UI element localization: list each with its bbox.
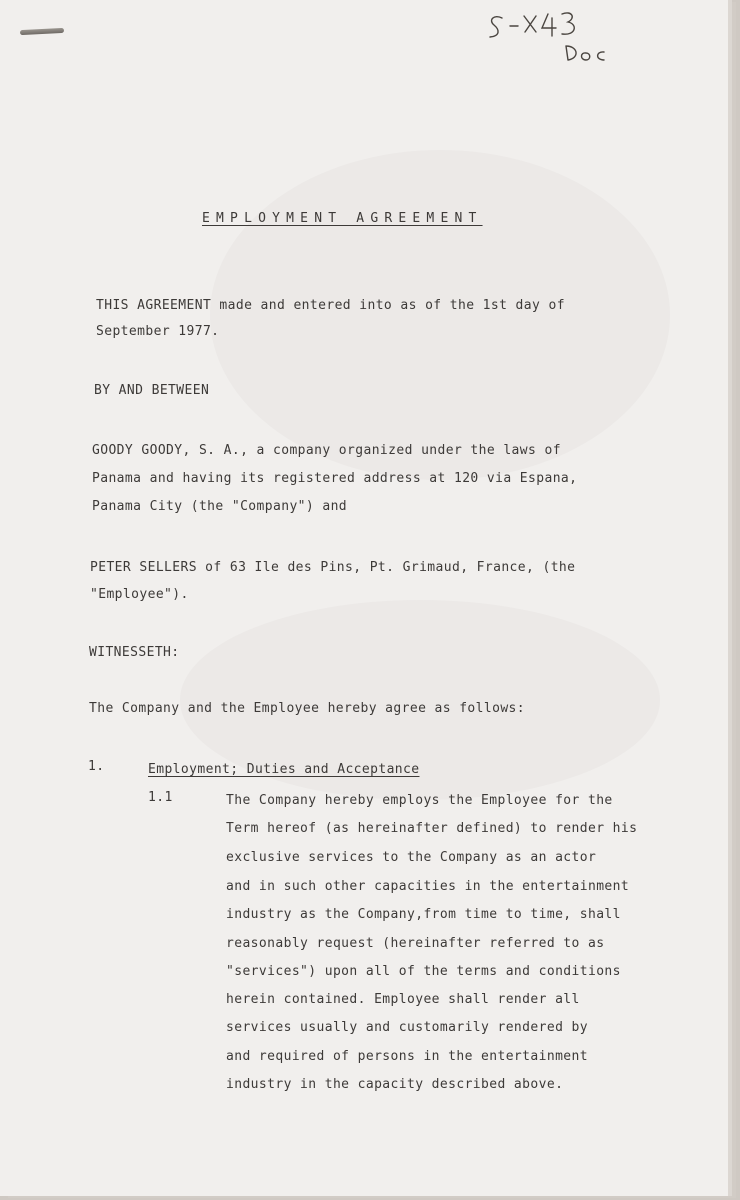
subsection-line: industry in the capacity described above. [226, 1077, 564, 1092]
subsection-line: Term hereof (as hereinafter defined) to render his [226, 821, 638, 836]
employee-line: PETER SELLERS of 63 Ile des Pins, Pt. Grimaud, France, (the [90, 560, 576, 575]
section-heading: Employment; Duties and Acceptance [148, 762, 420, 777]
subsection-line: industry as the Company,from time to time, shall [226, 907, 621, 922]
bleed-through-shade [210, 150, 670, 480]
company-line: GOODY GOODY, S. A., a company organized under the laws of [92, 443, 561, 458]
subsection-line: herein contained. Employee shall render all [226, 992, 580, 1007]
subsection-line: services usually and customarily rendered by [226, 1020, 588, 1035]
subsection-line: reasonably request (hereinafter referred to as [226, 936, 605, 951]
section-number: 1. [88, 759, 105, 774]
subsection-line: exclusive services to the Company as an actor [226, 850, 597, 865]
between-label: BY AND BETWEEN [94, 383, 210, 398]
intro-line: THIS AGREEMENT made and entered into as of the 1st day of [96, 298, 565, 313]
employee-line: "Employee"). [90, 587, 189, 602]
subsection-line: "services") upon all of the terms and conditions [226, 964, 621, 979]
company-line: Panama City (the "Company") and [92, 499, 348, 514]
witnesseth-label: WITNESSETH: [89, 645, 180, 660]
company-line: Panama and having its registered address at 120 via Espana, [92, 471, 578, 486]
intro-line: September 1977. [96, 324, 220, 339]
subsection-line: and in such other capacities in the entertainment [226, 879, 630, 894]
staple [20, 28, 64, 35]
document-title: EMPLOYMENT AGREEMENT [202, 211, 483, 226]
agreement-line: The Company and the Employee hereby agree as follows: [89, 701, 526, 716]
subsection-line: The Company hereby employs the Employee for the [226, 793, 613, 808]
subsection-line: and required of persons in the entertainment [226, 1049, 588, 1064]
handwritten-annotation [482, 4, 632, 64]
subsection-number: 1.1 [148, 790, 173, 805]
